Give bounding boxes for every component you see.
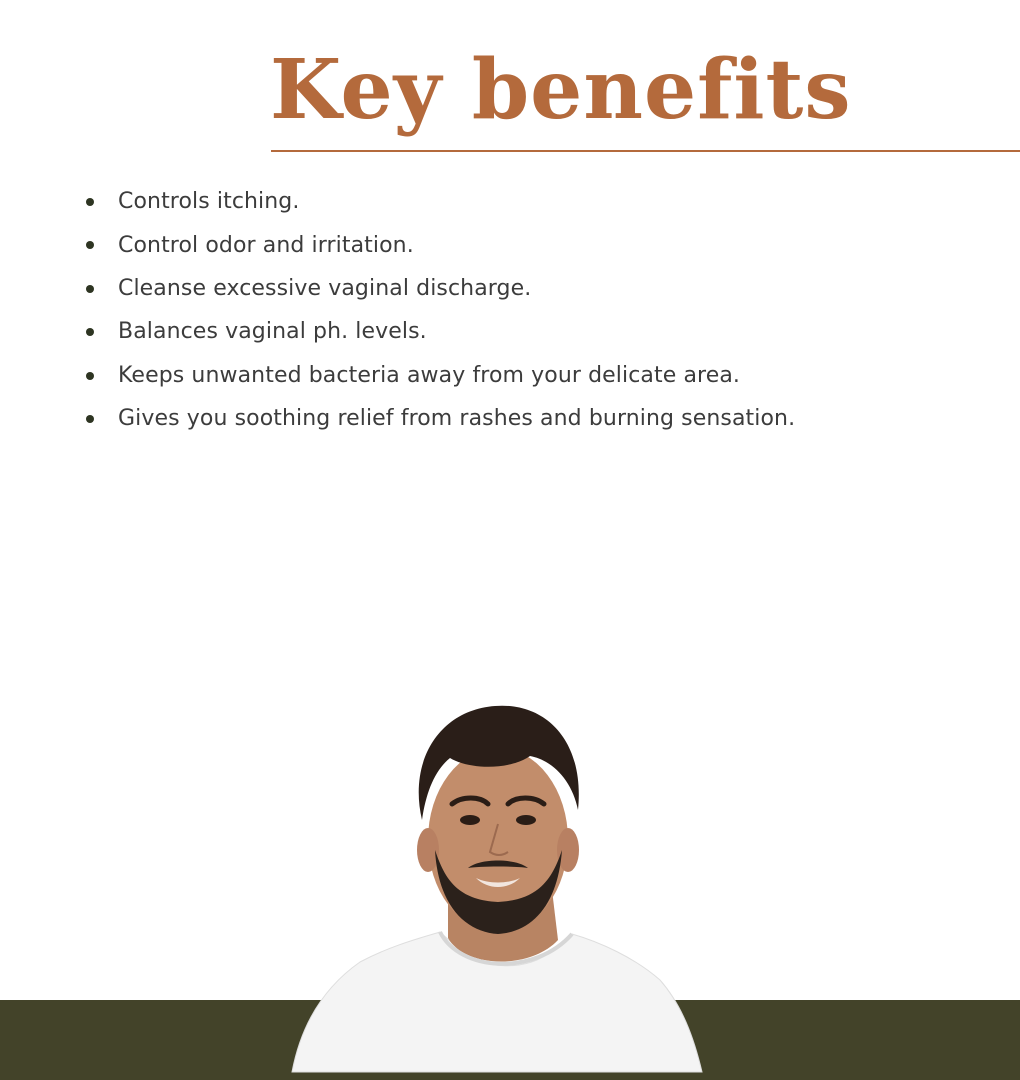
title-underline [271, 150, 1020, 152]
benefits-list [84, 180, 795, 440]
benefit-item [84, 267, 795, 310]
benefit-item [84, 223, 795, 266]
bullet-dot-icon [86, 328, 94, 336]
benefit-item [84, 180, 795, 223]
benefit-text: Controls itching. [118, 189, 300, 215]
bullet-dot-icon [86, 372, 94, 380]
benefit-item [84, 397, 795, 440]
benefit-text: Control odor and irritation. [118, 232, 414, 258]
bullet-dot-icon [86, 198, 94, 206]
bullet-dot-icon [86, 241, 94, 249]
benefit-item [84, 310, 795, 353]
benefit-text: Balances vaginal ph. levels. [118, 319, 427, 345]
page-title: Key benefits [270, 42, 852, 138]
benefit-item [84, 354, 795, 397]
bullet-dot-icon [86, 415, 94, 423]
smiling-man-photo [290, 700, 710, 1080]
benefit-text: Gives you soothing relief from rashes and burning sensation. [118, 406, 796, 432]
benefit-text: Cleanse excessive vaginal discharge. [118, 275, 532, 301]
benefit-text: Keeps unwanted bacteria away from your delicate area. [118, 362, 741, 388]
bullet-dot-icon [86, 285, 94, 293]
